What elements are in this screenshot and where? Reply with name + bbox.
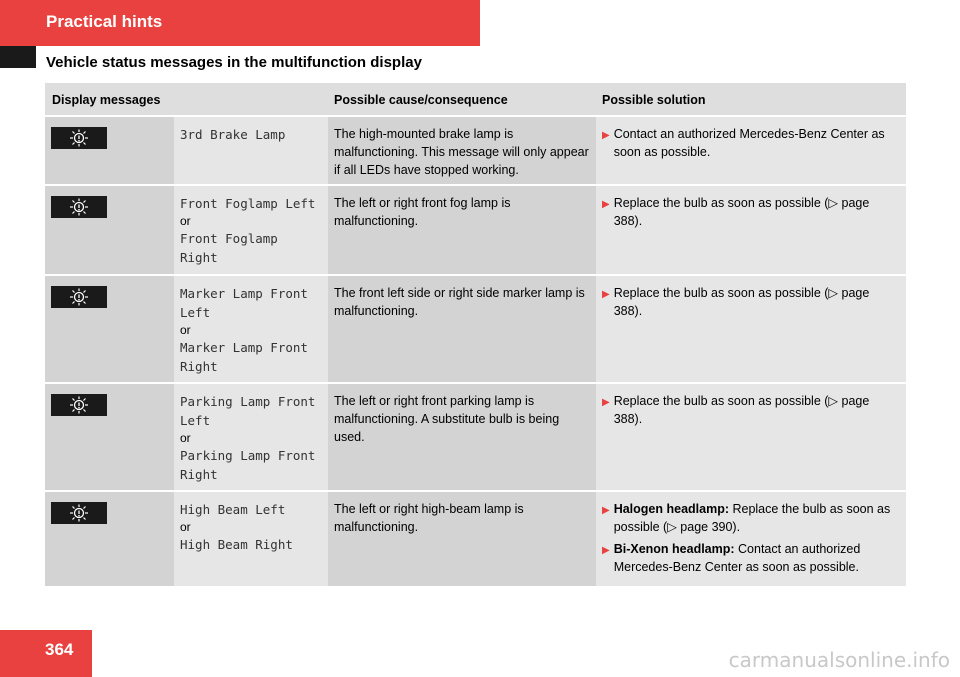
page-number: 364 <box>45 640 74 659</box>
icon-cell <box>45 117 174 184</box>
lamp-malfunction-icon <box>51 286 107 308</box>
table-header-row <box>45 83 906 117</box>
display-message-cell <box>174 186 328 274</box>
solution-text: Replace the bulb as soon as possible (▷ page 388). <box>613 196 870 228</box>
display-message: Front Foglamp Left <box>180 196 316 211</box>
solution-text: Contact an authorized Mercedes-Benz Center as soon as possible. <box>613 127 885 159</box>
icon-cell <box>45 492 174 586</box>
arrow-icon: ▶ <box>602 289 610 300</box>
display-message: 3rd Brake Lamp <box>180 127 286 142</box>
solution-cell <box>596 276 906 382</box>
column-header-display: Display messages <box>45 83 328 115</box>
cause-cell: The high-mounted brake lamp is malfunctioning. This message will only appear if all LEDs have stopped working. <box>328 117 596 184</box>
display-message-alt: Front Foglamp Right <box>180 231 278 265</box>
solution-item <box>602 500 900 536</box>
solution-item <box>602 125 900 161</box>
display-message-cell <box>174 276 328 382</box>
column-header-cause: Possible cause/consequence <box>328 83 596 115</box>
solution-item <box>602 540 900 576</box>
page-subtitle: Vehicle status messages in the multifunction display <box>46 54 422 71</box>
solution-item <box>602 392 900 428</box>
or-separator: or <box>180 431 191 445</box>
solution-cell <box>596 492 906 586</box>
display-message: High Beam Left <box>180 502 286 517</box>
lamp-malfunction-icon <box>51 502 107 524</box>
or-separator: or <box>180 323 191 337</box>
solution-text: Bi-Xenon headlamp: Contact an authorized Mercedes-Benz Center as soon as possible. <box>613 542 861 574</box>
arrow-icon: ▶ <box>602 199 610 210</box>
icon-cell <box>45 186 174 274</box>
icon-cell <box>45 276 174 382</box>
solution-item <box>602 284 900 320</box>
or-separator: or <box>180 520 191 534</box>
solution-text: Replace the bulb as soon as possible (▷ page 388). <box>613 394 870 426</box>
cause-cell: The left or right front parking lamp is malfunctioning. A substitute bulb is being used. <box>328 384 596 490</box>
lamp-malfunction-icon <box>51 394 107 416</box>
or-separator: or <box>180 214 191 228</box>
lamp-malfunction-icon <box>51 127 107 149</box>
arrow-icon: ▶ <box>602 397 610 408</box>
display-message-alt: Marker Lamp Front Right <box>180 340 308 374</box>
lamp-malfunction-icon <box>51 196 107 218</box>
arrow-icon: ▶ <box>602 130 610 141</box>
solution-item <box>602 194 900 230</box>
solution-text: Replace the bulb as soon as possible (▷ page 388). <box>613 286 870 318</box>
table-row <box>45 117 906 186</box>
section-title: Practical hints <box>46 12 163 31</box>
display-message: Marker Lamp Front Left <box>180 286 308 320</box>
display-message-cell <box>174 117 328 184</box>
table-row <box>45 186 906 276</box>
arrow-icon: ▶ <box>602 545 610 556</box>
display-message-alt: High Beam Right <box>180 537 293 552</box>
cause-cell: The left or right high-beam lamp is malfunctioning. <box>328 492 596 586</box>
table-row <box>45 492 906 588</box>
cause-cell: The left or right front fog lamp is malfunctioning. <box>328 186 596 274</box>
solution-text: Halogen headlamp: Replace the bulb as soon as possible (▷ page 390). <box>613 502 891 534</box>
table-row <box>45 276 906 384</box>
arrow-icon: ▶ <box>602 505 610 516</box>
solution-cell <box>596 384 906 490</box>
watermark: carmanualsonline.info <box>728 648 950 672</box>
icon-cell <box>45 384 174 490</box>
column-header-solution: Possible solution <box>596 83 906 115</box>
cause-cell: The front left side or right side marker lamp is malfunctioning. <box>328 276 596 382</box>
solution-cell <box>596 117 906 184</box>
display-message-cell <box>174 492 328 586</box>
black-tab <box>0 46 36 68</box>
solution-cell <box>596 186 906 274</box>
table-row <box>45 384 906 492</box>
display-message: Parking Lamp Front Left <box>180 394 316 428</box>
status-messages-table <box>45 83 906 588</box>
display-message-cell <box>174 384 328 490</box>
display-message-alt: Parking Lamp Front Right <box>180 448 316 482</box>
